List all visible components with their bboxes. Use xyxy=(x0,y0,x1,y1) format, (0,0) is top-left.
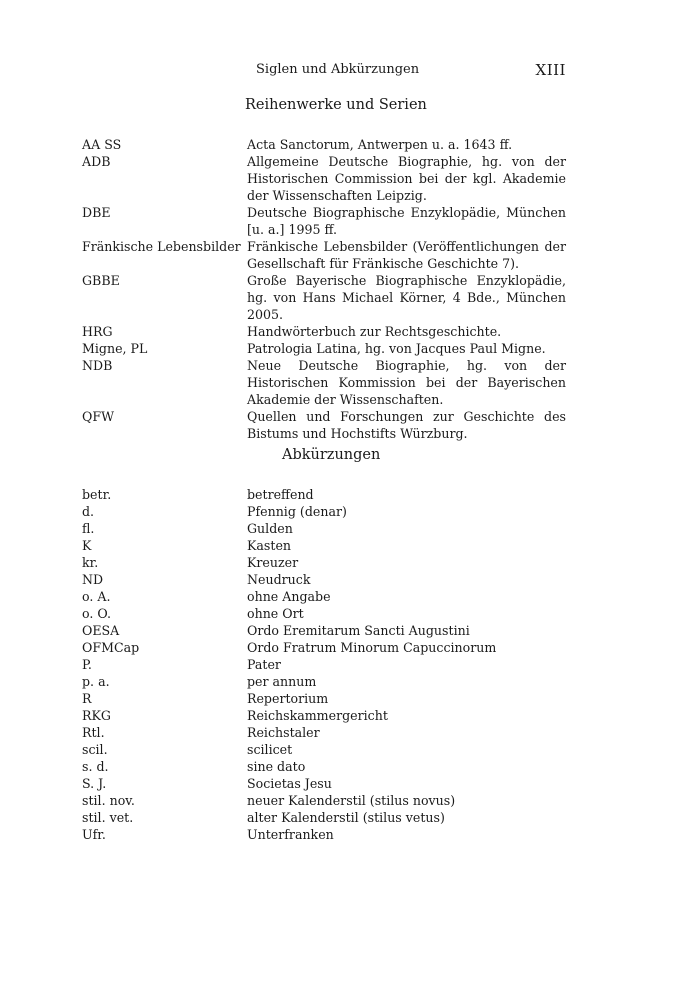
abbreviation-entry xyxy=(82,775,566,792)
abbreviation-meaning: alter Kalenderstil (stilus vetus) xyxy=(247,810,445,825)
series-entry xyxy=(82,357,566,408)
series-desc: Patrologia Latina, hg. von Jacques Paul Migne. xyxy=(247,341,546,356)
abbreviation-term: OESA xyxy=(82,623,120,638)
abbreviation-entry xyxy=(82,707,566,724)
abbreviation-meaning: Kreuzer xyxy=(247,555,299,570)
series-entry xyxy=(82,136,566,153)
abbreviation-entry xyxy=(82,758,566,775)
abbreviation-entry xyxy=(82,486,566,503)
series-entry xyxy=(82,204,566,238)
series-abbr: DBE xyxy=(82,205,111,220)
abbreviation-entry xyxy=(82,554,566,571)
series-abbr: AA SS xyxy=(82,137,122,152)
series-entry xyxy=(82,153,566,204)
abbreviation-entry xyxy=(82,809,566,826)
series-entry xyxy=(82,238,566,272)
abbreviation-entry xyxy=(82,520,566,537)
series-desc: Große Bayerische Biographische Enzyklopädie, hg. von Hans Michael Körner, 4 Bde., München 2005. xyxy=(247,273,566,322)
series-heading: Reihenwerke und Serien xyxy=(245,97,427,113)
abbreviations-heading: Abkürzungen xyxy=(282,447,381,463)
abbreviation-term: stil. nov. xyxy=(82,793,135,808)
abbreviation-meaning: per annum xyxy=(247,674,317,689)
abbreviation-entry xyxy=(82,826,566,843)
abbreviation-meaning: Pater xyxy=(247,657,281,672)
abbreviation-term: OFMCap xyxy=(82,640,140,655)
abbreviation-term: d. xyxy=(82,504,95,519)
series-desc: Acta Sanctorum, Antwerpen u. a. 1643 ff. xyxy=(247,137,513,152)
abbreviation-meaning: Kasten xyxy=(247,538,292,553)
abbreviation-meaning: Unterfranken xyxy=(247,827,334,842)
abbreviation-term: s. d. xyxy=(82,759,109,774)
series-abbr: Fränkische Lebensbilder xyxy=(82,239,241,254)
series-abbr: NDB xyxy=(82,358,113,373)
abbreviation-term: RKG xyxy=(82,708,111,723)
abbreviation-meaning: Societas Jesu xyxy=(247,776,332,791)
abbreviation-meaning: Gulden xyxy=(247,521,293,536)
abbreviation-entry xyxy=(82,639,566,656)
abbreviation-term: o. O. xyxy=(82,606,111,621)
abbreviation-term: Ufr. xyxy=(82,827,106,842)
abbreviation-meaning: Reichstaler xyxy=(247,725,320,740)
series-abbr: HRG xyxy=(82,324,113,339)
series-entry xyxy=(82,323,566,340)
running-head-title: Siglen und Abkürzungen xyxy=(256,62,420,77)
series-abbr: ADB xyxy=(82,154,111,169)
abbreviation-entry xyxy=(82,724,566,741)
abbreviation-term: S. J. xyxy=(82,776,107,791)
abbreviation-entry xyxy=(82,741,566,758)
abbreviation-entry xyxy=(82,537,566,554)
abbreviation-term: kr. xyxy=(82,555,99,570)
abbreviation-meaning: neuer Kalenderstil (stilus novus) xyxy=(247,793,456,808)
series-desc: Fränkische Lebensbilder (Veröffentlichungen der Gesellschaft für Fränkische Geschichte 7). xyxy=(247,239,566,271)
abbreviation-meaning: Pfennig (denar) xyxy=(247,504,347,519)
abbreviation-meaning: Ordo Eremitarum Sancti Augustini xyxy=(247,623,470,638)
abbreviation-term: R xyxy=(82,691,92,706)
abbreviation-meaning: Neudruck xyxy=(247,572,311,587)
series-desc: Neue Deutsche Biographie, hg. von der Historischen Kommission bei der Bayerischen Akademie der Wissenschaften. xyxy=(247,358,566,407)
abbreviation-meaning: Reichskammergericht xyxy=(247,708,388,723)
abbreviation-entry xyxy=(82,503,566,520)
abbreviation-meaning: Ordo Fratrum Minorum Capuccinorum xyxy=(247,640,497,655)
page-number: XIII xyxy=(535,61,566,79)
series-abbr: QFW xyxy=(82,409,115,424)
series-entry xyxy=(82,272,566,323)
series-desc: Deutsche Biographische Enzyklopädie, München [u. a.] 1995 ff. xyxy=(247,205,566,237)
series-desc: Allgemeine Deutsche Biographie, hg. von der Historischen Commission bei der kgl. Akademie der Wissenschaften Leipzig. xyxy=(247,154,566,203)
abbreviation-term: Rtl. xyxy=(82,725,105,740)
abbreviation-term: fl. xyxy=(82,521,95,536)
abbreviations-list xyxy=(82,486,566,843)
abbreviation-entry xyxy=(82,588,566,605)
abbreviation-meaning: sine dato xyxy=(247,759,306,774)
abbreviation-term: o. A. xyxy=(82,589,111,604)
abbreviation-meaning: scilicet xyxy=(247,742,293,757)
abbreviation-term: p. a. xyxy=(82,674,110,689)
abbreviation-term: P. xyxy=(82,657,92,672)
abbreviation-term: stil. vet. xyxy=(82,810,134,825)
abbreviation-term: ND xyxy=(82,572,104,587)
abbreviation-term: scil. xyxy=(82,742,108,757)
series-abbr: GBBE xyxy=(82,273,120,288)
abbreviation-term: K xyxy=(82,538,92,553)
series-desc: Quellen und Forschungen zur Geschichte des Bistums und Hochstifts Würzburg. xyxy=(247,409,566,441)
abbreviation-entry xyxy=(82,792,566,809)
abbreviation-meaning: ohne Ort xyxy=(247,606,304,621)
abbreviation-entry xyxy=(82,605,566,622)
series-desc: Handwörterbuch zur Rechtsgeschichte. xyxy=(247,324,502,339)
abbreviation-entry xyxy=(82,690,566,707)
abbreviation-term: betr. xyxy=(82,487,112,502)
abbreviation-meaning: betreffend xyxy=(247,487,314,502)
series-entry xyxy=(82,408,566,442)
abbreviation-entry xyxy=(82,656,566,673)
abbreviation-entry xyxy=(82,622,566,639)
abbreviation-meaning: ohne Angabe xyxy=(247,589,331,604)
abbreviation-entry xyxy=(82,673,566,690)
series-list xyxy=(82,136,566,442)
series-abbr: Migne, PL xyxy=(82,341,148,356)
series-entry xyxy=(82,340,566,357)
abbreviation-entry xyxy=(82,571,566,588)
abbreviation-meaning: Repertorium xyxy=(247,691,329,706)
running-head xyxy=(256,62,566,80)
